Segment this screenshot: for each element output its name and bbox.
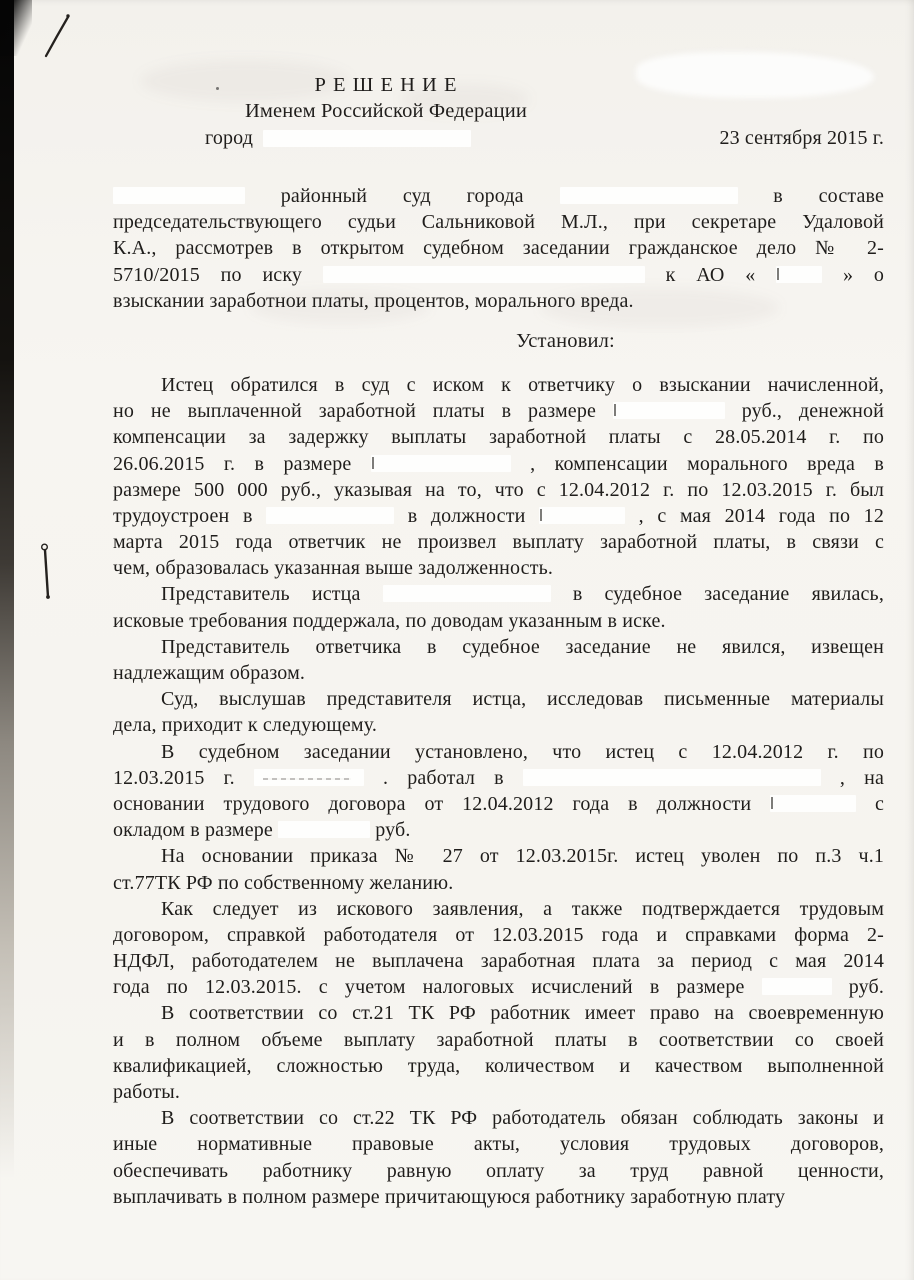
text-line	[113, 791, 884, 817]
court-composition-paragraph	[113, 183, 884, 314]
text-run: основании трудового договора от 12.04.2012 года в должности	[113, 792, 752, 815]
text-run: Представитель истца	[161, 583, 361, 606]
text-line	[113, 765, 884, 791]
text-run: 12.03.2015 г.	[113, 766, 235, 789]
text-run: надлежащим образом.	[113, 662, 306, 684]
redaction-box	[539, 507, 625, 524]
text-line	[113, 451, 884, 477]
text-line	[113, 870, 884, 896]
text-run: чем, образовалась указанная выше задолженность.	[113, 557, 554, 580]
text-run: но не выплаченной заработной платы в размере	[113, 400, 596, 423]
paragraph	[113, 896, 884, 1001]
text-line	[113, 581, 884, 607]
text-run: Представитель ответчика в судебное заседание не явился, извещен	[161, 635, 884, 658]
text-run: На основании приказа № 27 от 12.03.2015г. истец уволен по п.3 ч.1	[161, 845, 884, 868]
redaction-box	[263, 130, 471, 147]
redaction-box	[371, 455, 511, 472]
text-line	[113, 183, 884, 209]
text-line	[113, 608, 884, 634]
paragraph	[113, 1105, 884, 1210]
document-content	[113, 64, 884, 1210]
text-line	[113, 209, 884, 235]
document-title-block	[113, 72, 659, 124]
text-line	[113, 262, 884, 288]
text-line	[113, 503, 884, 529]
text-run: в должности	[407, 504, 526, 527]
text-line	[113, 424, 884, 450]
text-run: марта 2015 года ответчик не произвел выплату заработной платы, в связи с	[113, 531, 884, 554]
text-run: председательствующего судьи Сальниковой М.Л., при секретаре Удаловой	[113, 211, 884, 234]
decision-date: 23 сентября 2015 г.	[719, 126, 884, 149]
redaction-box	[113, 187, 245, 204]
redaction-box	[523, 769, 821, 786]
text-line	[113, 1184, 884, 1210]
pen-mark-vertical-icon	[42, 544, 50, 599]
text-line	[113, 817, 884, 843]
text-run: исковые требования поддержала, по доводам указанным в иске.	[113, 609, 666, 632]
text-run: » о	[842, 263, 885, 286]
text-run: обеспечивать работнику равную оплату за труд равной ценности,	[113, 1159, 884, 1182]
text-run: в составе	[773, 185, 885, 207]
text-run: договором, справкой работодателя от 12.03.2015 года и справками форма 2-	[113, 923, 884, 946]
text-line	[113, 739, 884, 765]
redaction-box	[613, 402, 725, 419]
text-run: с	[874, 792, 884, 815]
paragraph	[113, 1000, 884, 1105]
text-line	[113, 1000, 884, 1026]
text-line	[113, 529, 884, 555]
scan-edge-shadow	[0, 0, 14, 1280]
text-run: . работал в	[382, 766, 504, 789]
text-run: руб., денежной	[741, 400, 884, 423]
text-run: взыскании заработнои платы, процентов, морального вреда.	[113, 289, 634, 312]
text-line	[113, 1131, 884, 1157]
text-run: Как следует из искового заявления, а также подтверждается трудовым	[161, 897, 884, 920]
text-run: Истец обратился в суд с иском к ответчику о взыскании начисленной,	[161, 373, 884, 396]
text-run: В судебном заседании установлено, что истец с 12.04.2012 г. по	[161, 740, 884, 763]
text-line	[113, 477, 884, 503]
redaction-box	[254, 769, 364, 786]
text-run: руб.	[375, 819, 411, 842]
text-run: , с мая 2014 года по 12	[638, 504, 884, 527]
paragraph	[113, 686, 884, 738]
text-run: дела, приходит к следующему.	[113, 714, 378, 737]
text-line	[113, 1079, 884, 1105]
text-run: года по 12.03.2015. с учетом налоговых исчислений в размере	[113, 976, 745, 999]
redaction-box	[266, 507, 394, 524]
scan-corner-shadow	[0, 0, 32, 56]
text-run: работы.	[113, 1081, 181, 1103]
text-line	[113, 1053, 884, 1079]
text-line	[113, 712, 884, 738]
text-line	[113, 1158, 884, 1184]
paragraph	[113, 739, 884, 844]
text-run: квалификацией, сложностью труда, количеством и качеством выполненной	[113, 1054, 884, 1077]
text-run: , компенсации морального вреда в	[530, 452, 884, 475]
text-line	[113, 372, 884, 398]
text-line	[113, 1027, 884, 1053]
text-line	[113, 843, 884, 869]
redaction-box	[770, 795, 856, 812]
text-run: выплачивать в полном размере причитающуюся работнику заработную плату	[113, 1185, 786, 1208]
city-label: город	[205, 126, 254, 149]
redaction-box	[776, 266, 822, 283]
decision-body	[113, 372, 884, 1210]
text-run: 5710/2015 по иску	[113, 263, 303, 286]
redaction-box	[278, 821, 370, 838]
text-line	[113, 948, 884, 974]
paragraph	[113, 183, 884, 314]
text-line	[113, 288, 884, 314]
text-line	[113, 235, 884, 261]
text-run: 26.06.2015 г. в размере	[113, 452, 352, 475]
text-line	[113, 686, 884, 712]
document-title: Р Е Ш Е Н И Е	[314, 74, 458, 96]
text-line	[113, 922, 884, 948]
text-line	[113, 1105, 884, 1131]
text-line	[113, 660, 884, 686]
text-run: компенсации за задержку выплаты заработной платы с 28.05.2014 г. по	[113, 426, 884, 449]
text-line	[113, 634, 884, 660]
text-line	[113, 896, 884, 922]
text-line	[113, 398, 884, 424]
text-run: Суд, выслушав представителя истца, исследовав письменные материалы	[161, 688, 884, 711]
redaction-box	[383, 585, 551, 602]
text-line	[113, 555, 884, 581]
paragraph	[113, 581, 884, 633]
document-subtitle: Именем Российской Федерации	[244, 100, 528, 122]
text-line	[113, 974, 884, 1000]
text-run: В соответствии со ст.21 ТК РФ работник имеет право на своевременную	[161, 1002, 884, 1025]
city-date-row	[113, 124, 884, 152]
paragraph	[113, 634, 884, 686]
paragraph	[113, 372, 884, 582]
section-heading: Установил:	[516, 329, 615, 352]
pen-mark-diagonal-icon	[46, 14, 70, 56]
text-run: К.А., рассмотрев в открытом судебном заседании гражданское дело № 2-	[113, 237, 884, 260]
redaction-box	[762, 978, 832, 995]
redaction-box	[323, 266, 645, 283]
text-run: НДФЛ, работодателем не выплачена заработная плата за период с мая 2014	[113, 950, 884, 973]
text-run: к АО «	[665, 263, 756, 286]
text-run: размере 500 000 руб., указывая на то, что с 12.04.2012 г. по 12.03.2015 г. был	[113, 478, 884, 501]
text-run: трудоустроен в	[113, 504, 253, 527]
text-run: руб.	[848, 976, 884, 999]
text-run: ст.77ТК РФ по собственному желанию.	[113, 871, 454, 894]
text-run: , на	[839, 766, 884, 789]
text-run: районный суд города	[280, 185, 524, 207]
text-run: иные нормативные правовые акты, условия трудовых договоров,	[113, 1133, 884, 1156]
text-run: В соответствии со ст.22 ТК РФ работодатель обязан соблюдать законы и	[161, 1107, 884, 1130]
text-run: окладом в размере	[113, 819, 273, 842]
text-run: в судебное заседание явилась,	[572, 583, 884, 606]
text-run: и в полном объеме выплату заработной платы в соответствии со своей	[113, 1028, 884, 1051]
redaction-box	[560, 187, 738, 204]
paragraph	[113, 843, 884, 895]
